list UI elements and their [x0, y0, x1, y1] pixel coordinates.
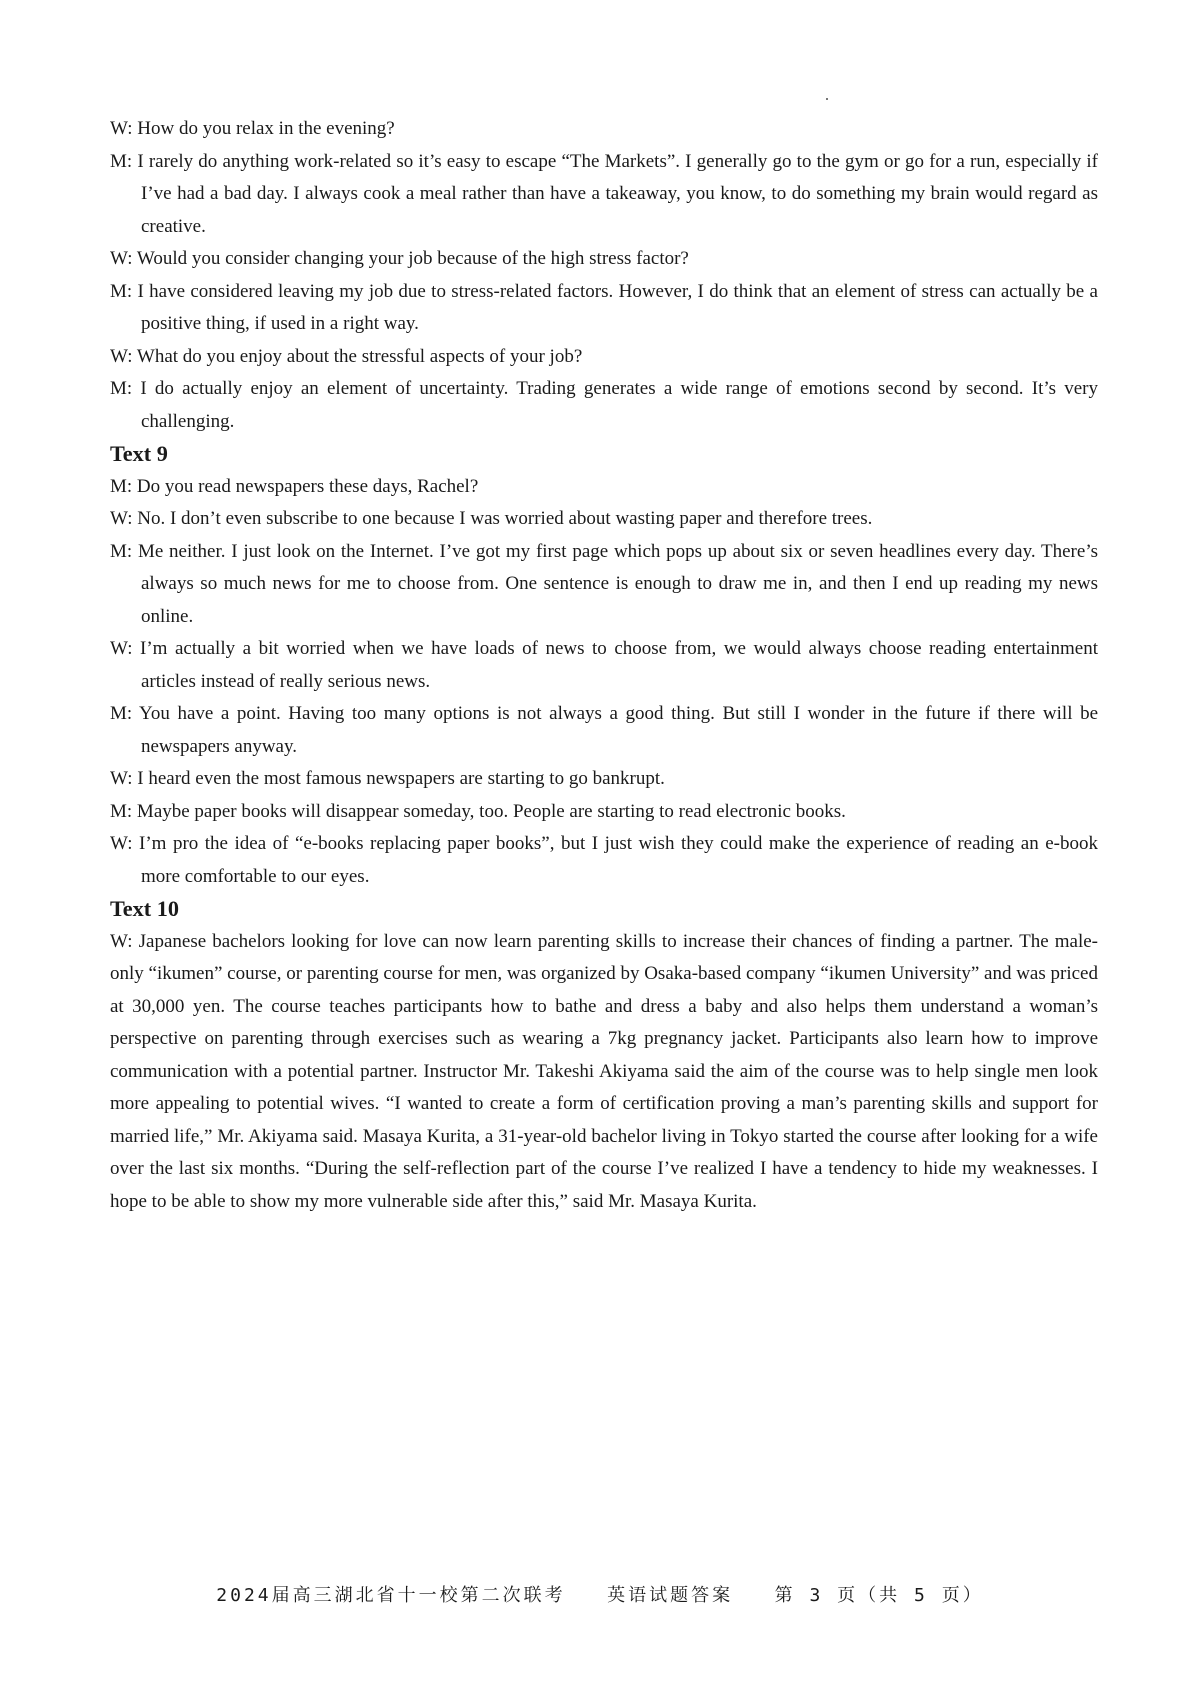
scan-speck — [826, 98, 828, 100]
dialogue-line: M: Maybe paper books will disappear someday, too. People are starting to read electronic books. — [110, 800, 846, 822]
page-footer — [0, 1580, 1200, 1613]
dialogue-line: W: What do you enjoy about the stressful aspects of your job? — [110, 345, 583, 367]
dialogue-line: W: Would you consider changing your job because of the high stress factor? — [110, 248, 689, 269]
dialogue-line: M: You have a point. Having too many options is not always a good thing. But still I wonder in the future if there will be newspapers anyway. — [110, 703, 1098, 757]
text10-monologue: W: Japanese bachelors looking for love can now learn parenting skills to increase their chances of finding a partner. The male-only “ikumen” course, or parenting course for men, was organized by Osaka-based company “ikumen University” and was priced at 30,000 yen. The course teaches participants how to bathe and dress a baby and also helps them understand a woman’s perspective on parenting through exercises such as wearing a 7kg pregnancy jacket. Participants also learn how to improve communication with a potential partner. Instructor Mr. Takeshi Akiyama said the aim of the course was to help single men look more appealing to potential wives. “I wanted to create a form of certification proving a man’s parenting skills and support for married life,” Mr. Akiyama said. Masaya Kurita, a 31-year-old bachelor living in Tokyo started the course after looking for a wife over the last six months. “During the self-reflection part of the course I’ve realized I have a tendency to hide my weaknesses. I hope to be able to show my more vulnerable side after this,” said Mr. Masaya Kurita. — [110, 930, 1098, 1212]
footer-exam-title: 2024届高三湖北省十一校第二次联考 — [216, 1585, 566, 1606]
text9-dialogue — [110, 471, 1098, 894]
dialogue-line: M: Me neither. I just look on the Internet. I’ve got my first page which pops up about six or seven headlines every day. There’s always so much news for me to choose from. One sentence is enough to draw me in, and then I end up reading my news online. — [110, 540, 1098, 627]
dialogue-line: M: I have considered leaving my job due to stress-related factors. However, I do think that an element of stress can actually be a positive thing, if used in a right way. — [110, 280, 1098, 334]
dialogue-line: M: I do actually enjoy an element of uncertainty. Trading generates a wide range of emotions second by second. It’s very challenging. — [110, 378, 1098, 432]
dialogue-line: W: I heard even the most famous newspapers are starting to go bankrupt. — [110, 768, 665, 789]
dialogue-line: W: I’m pro the idea of “e-books replacing paper books”, but I just wish they could make the experience of reading an e-book more comfortable to our eyes. — [110, 833, 1098, 887]
dialogue-line: W: I’m actually a bit worried when we have loads of news to choose from, we would always choose reading entertainment articles instead of really serious news. — [110, 638, 1098, 692]
dialogue-continued — [110, 113, 1098, 438]
page-content — [110, 113, 1098, 1218]
text10-heading: Text 10 — [110, 896, 179, 921]
dialogue-line: W: No. I don’t even subscribe to one because I was worried about wasting paper and therefore trees. — [110, 508, 873, 529]
footer-subject: 英语试题答案 — [607, 1585, 734, 1606]
dialogue-line: W: How do you relax in the evening? — [110, 118, 395, 139]
dialogue-line: M: Do you read newspapers these days, Rachel? — [110, 475, 479, 497]
text9-heading: Text 9 — [110, 441, 168, 466]
dialogue-line: M: I rarely do anything work-related so it’s easy to escape “The Markets”. I generally go to the gym or go for a run, especially if I’ve had a bad day. I always cook a meal rather than have a takeaway, you know, to do something my brain would regard as creative. — [110, 150, 1098, 237]
footer-page-number: 第 3 页（共 5 页） — [774, 1585, 984, 1606]
